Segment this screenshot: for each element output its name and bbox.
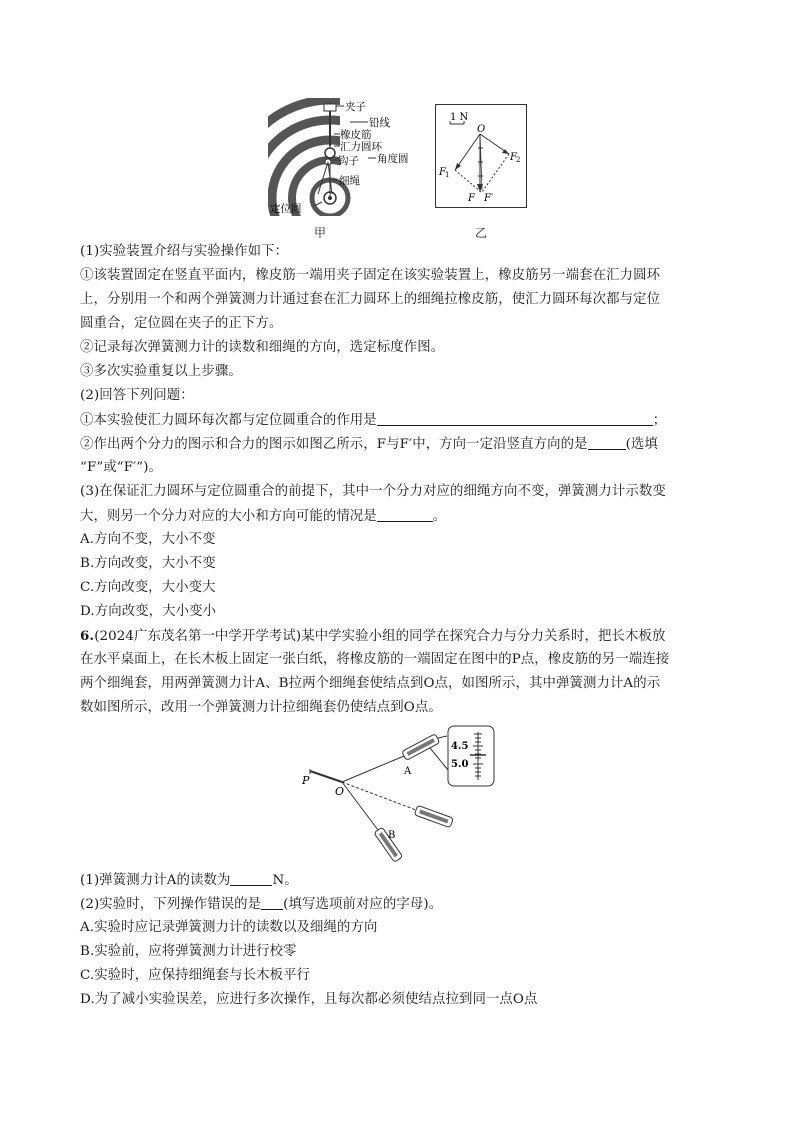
- q6-option-d[interactable]: D.为了减小实验误差，应进行多次操作，且每次都必须使结点拉到同一点O点: [80, 992, 538, 1007]
- q5-option-c[interactable]: C.方向改变，大小变大: [80, 580, 216, 595]
- q5-step2: ②记录每次弹簧测力计的读数和细绳的方向，选定标度作图。: [80, 340, 445, 355]
- q5-part3-line2: 大，则另一个分力对应的大小和方向可能的情况是 。: [80, 509, 447, 524]
- q5-step1-line3: 圆重合，定位圆在夹子的正下方。: [80, 316, 283, 331]
- scale-label: 1 N: [450, 112, 469, 123]
- tick-label-45: 4.5: [451, 741, 469, 752]
- label-o: O: [477, 124, 486, 135]
- label-plumb: 铅线: [369, 117, 390, 129]
- q6-stem-line1: 6.(2024广东茂名第一中学开学考试)某中学实验小组的同学在探究合力与分力关系时，把长木板放: [80, 628, 666, 644]
- q5-part2-heading: (2)回答下列问题：: [80, 388, 194, 403]
- q5-part3-line1: (3)在保证汇力圆环与定位圆重合的前提下，其中一个分力对应的细绳方向不变，弹簧测力计示数变: [80, 484, 666, 499]
- force-diagram: [435, 104, 527, 208]
- q5-part2-q2-cont: “F”或“F′”)。: [80, 460, 163, 475]
- label-o: O: [335, 785, 345, 798]
- answer-blank-1[interactable]: [377, 411, 653, 426]
- tick-label-50: 5.0: [451, 759, 469, 770]
- answer-blank-5[interactable]: [261, 895, 283, 910]
- figure-jia: [268, 98, 408, 216]
- label-fprime: F′: [484, 193, 494, 204]
- label-rope: 细绳: [339, 175, 360, 187]
- label-hook: 钩子: [338, 155, 359, 167]
- q6-sub2: (2)实验时，下列操作错误的是 (填写选项前对应的字母)。: [80, 897, 443, 912]
- q5-step3: ③多次实验重复以上步骤。: [80, 364, 242, 379]
- q5-step1-line1: ①该装置固定在竖直平面内，橡皮筋一端用夹子固定在该实验装置上，橡皮筋另一端套在汇力圆环: [80, 268, 661, 283]
- label-a: A: [404, 766, 412, 777]
- label-f1: F: [439, 167, 446, 178]
- label-angle: 角度圆: [377, 153, 408, 165]
- answer-blank-3[interactable]: [377, 507, 433, 522]
- q5-part2-q1: ①本实验使汇力圆环每次都与定位圆重合的作用是 ；: [80, 413, 667, 428]
- q5-option-b[interactable]: B.方向改变，大小不变: [80, 556, 216, 571]
- label-f2-sub: 2: [516, 156, 521, 164]
- label-f: F: [468, 193, 475, 204]
- q6-option-b[interactable]: B.实验前，应将弹簧测力计进行校零: [80, 944, 297, 959]
- caption-jia: 甲: [314, 226, 327, 240]
- label-p: P: [302, 774, 310, 787]
- q6-stem-line3: 两个细绳套，用两弹簧测力计A、B拉两个细绳套使结点到O点，如图所示，其中弹簧测力计A的示: [80, 676, 661, 691]
- caption-yi: 乙: [475, 226, 488, 240]
- label-b: B: [388, 830, 396, 841]
- apparatus-diagram: [268, 98, 408, 216]
- answer-blank-2[interactable]: [588, 435, 626, 450]
- q6-sub1: (1)弹簧测力计A的读数为 N。: [80, 873, 298, 888]
- q5-step1-line2: 上，分别用一个和两个弹簧测力计通过套在汇力圆环上的细绳拉橡皮筋，使汇力圆环每次都与定位: [80, 292, 661, 307]
- q5-part2-q2: ②作出两个分力的图示和合力的图示如图乙所示，F与F′中，方向一定沿竖直方向的是 (选填: [80, 437, 658, 452]
- label-f2: F: [510, 152, 517, 163]
- label-clip: 夹子: [345, 101, 366, 113]
- q5-option-d[interactable]: D.方向改变，大小变小: [80, 604, 217, 619]
- figure-q6: [298, 722, 498, 870]
- q6-stem-line2: 在水平桌面上，在长木板上固定一张白纸，将橡皮筋的一端固定在图中的P点，橡皮筋的另一端连接: [80, 652, 670, 667]
- q6-option-a[interactable]: A.实验时应记录弹簧测力计的读数以及细绳的方向: [80, 920, 378, 935]
- q5-option-a[interactable]: A.方向不变，大小不变: [80, 532, 216, 547]
- q6-option-c[interactable]: C.实验时，应保持细绳套与长木板平行: [80, 968, 311, 983]
- q5-part1-heading: (1)实验装置介绍与实验操作如下：: [80, 244, 289, 259]
- figure-yi: [435, 104, 527, 208]
- label-f1-sub: 1: [445, 171, 450, 179]
- label-locate: 定位圆: [270, 203, 302, 215]
- label-rubber: 橡皮筋: [340, 129, 372, 141]
- q6-stem-line4: 数如图所示，改用一个弹簧测力计拉细绳套仍使结点到O点。: [80, 700, 442, 715]
- answer-blank-4[interactable]: [230, 871, 272, 886]
- spring-scale-diagram: [298, 722, 498, 870]
- label-ring: 汇力圆环: [340, 141, 382, 153]
